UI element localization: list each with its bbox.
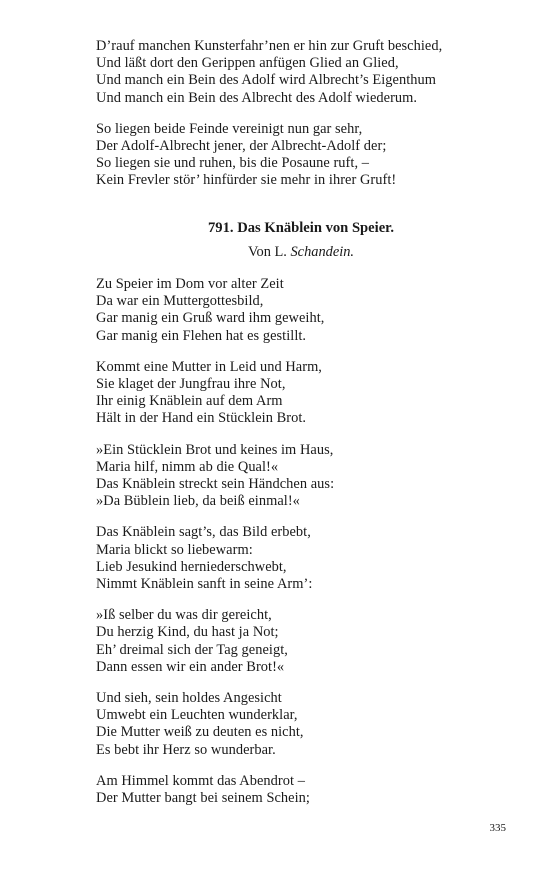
verse-line: Sie klaget der Jungfrau ihre Not,	[96, 376, 286, 393]
stanza	[96, 524, 496, 593]
verse-line: Das Knäblein streckt sein Händchen aus:	[96, 476, 335, 493]
poem-title: 791. Das Knäblein von Speier.	[208, 220, 394, 236]
verse-line: Kein Frevler stör’ hinfürder sie mehr in ihrer Gruft!	[96, 172, 397, 189]
verse-line: So liegen sie und ruhen, bis die Posaune ruft, –	[96, 155, 369, 172]
verse-line: Ihr einig Knäblein auf dem Arm	[96, 393, 283, 410]
verse-line: Umwebt ein Leuchten wunderklar,	[96, 707, 298, 724]
verse-line: Am Himmel kommt das Abendrot –	[96, 772, 305, 789]
verse-line: Und sieh, sein holdes Angesicht	[96, 690, 282, 707]
verse-line: Und manch ein Bein des Adolf wird Albrecht’s Eigenthum	[96, 72, 437, 89]
page-number: 335	[489, 822, 506, 834]
verse-line: Du herzig Kind, du hast ja Not;	[96, 624, 279, 641]
stanza	[96, 359, 496, 428]
verse-line: Dann essen wir ein ander Brot!«	[96, 658, 285, 675]
verse-line: Der Adolf-Albrecht jener, der Albrecht-Adolf der;	[96, 138, 387, 155]
verse-line: Kommt eine Mutter in Leid und Harm,	[96, 358, 322, 375]
verse-line: So liegen beide Feinde vereinigt nun gar sehr,	[96, 120, 363, 137]
verse-line: Gar manig ein Gruß ward ihm geweiht,	[96, 310, 325, 327]
author-prefix: Von L.	[247, 244, 291, 260]
verse-line: Gar manig ein Flehen hat es gestillt.	[96, 327, 307, 344]
verse-line: Hält in der Hand ein Stücklein Brot.	[96, 410, 307, 427]
verse-line: Und manch ein Bein des Albrecht des Adolf wiederum.	[96, 89, 418, 106]
verse-line: Eh’ dreimal sich der Tag geneigt,	[96, 641, 288, 658]
stanza	[96, 442, 496, 511]
author-name: Schandein.	[290, 244, 355, 260]
verse-line: »Da Büblein lieb, da beiß einmal!«	[96, 493, 300, 510]
verse-line: Die Mutter weiß zu deuten es nicht,	[96, 724, 304, 741]
verse-line: »Ein Stücklein Brot und keines im Haus,	[96, 441, 334, 458]
verse-line: Nimmt Knäblein sanft in seine Arm’:	[96, 576, 313, 593]
stanza	[96, 276, 496, 345]
verse-line: Maria hilf, nimm ab die Qual!«	[96, 458, 279, 475]
verse-line: Maria blickt so liebewarm:	[96, 541, 253, 558]
poem-author	[96, 243, 506, 261]
verse-line: Das Knäblein sagt’s, das Bild erbebt,	[96, 524, 311, 541]
stanza	[96, 690, 496, 759]
verse-line: Zu Speier im Dom vor alter Zeit	[96, 276, 284, 292]
verse-line: Lieb Jesukind herniederschwebt,	[96, 558, 287, 575]
previous-poem-continuation	[96, 38, 496, 204]
verse-line: »Iß selber du was dir gereicht,	[96, 607, 272, 624]
stanza	[96, 38, 496, 107]
verse-line: Es bebt ihr Herz so wunderbar.	[96, 741, 276, 758]
verse-line: D’rauf manchen Kunsterfahr’nen er hin zur Gruft beschied,	[96, 38, 443, 54]
poem-body	[96, 276, 496, 821]
verse-line: Da war ein Muttergottesbild,	[96, 293, 264, 310]
stanza	[96, 773, 496, 807]
stanza	[96, 607, 496, 676]
verse-line: Und läßt dort den Gerippen anfügen Glied an Glied,	[96, 55, 399, 72]
stanza	[96, 121, 496, 190]
verse-line: Der Mutter bangt bei seinem Schein;	[96, 790, 310, 807]
